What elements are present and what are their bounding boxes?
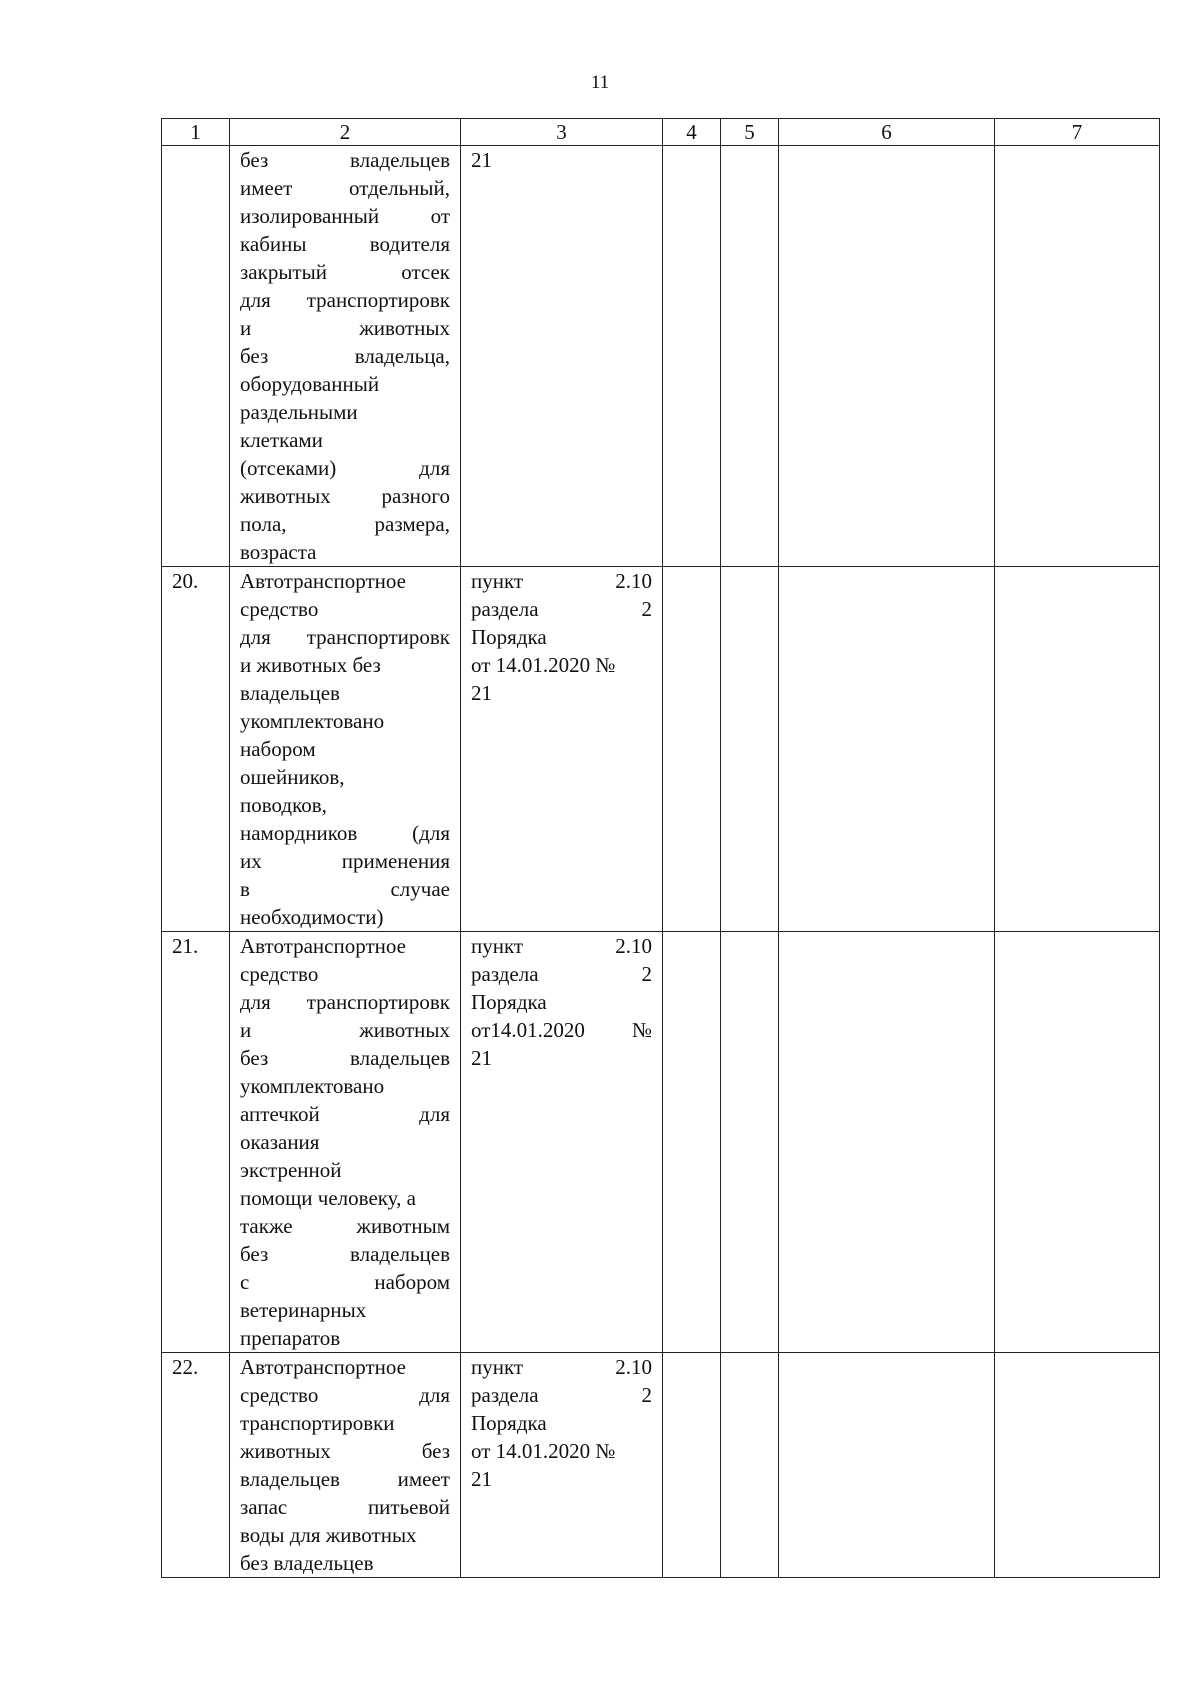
header-col-4: 4 [663, 119, 721, 146]
description-line: в случае [240, 877, 450, 901]
requirement-description-cell [230, 932, 461, 1353]
reference-line: Порядка [471, 990, 547, 1014]
empty-cell-col-7 [995, 1353, 1160, 1578]
reference-line: пункт 2.10 [471, 569, 652, 593]
reference-line: от 14.01.2020 № [471, 653, 616, 677]
reference-line: раздела 2 [471, 962, 652, 986]
reference-line: 21 [471, 148, 492, 172]
table-row [162, 1353, 1160, 1578]
page-number: 11 [590, 72, 610, 93]
description-line: укомплектовано [240, 709, 385, 733]
empty-cell-col-5 [721, 1353, 779, 1578]
checklist-table [161, 118, 1160, 1578]
empty-cell-col-4 [663, 1353, 721, 1578]
description-line: набором [240, 737, 316, 761]
description-line: раздельными [240, 400, 358, 424]
description-line: укомплектовано [240, 1074, 385, 1098]
description-line: без владельцев [240, 1046, 450, 1070]
description-line: без владельцев [240, 1242, 450, 1266]
empty-cell-col-6 [779, 932, 995, 1353]
header-col-3: 3 [461, 119, 663, 146]
header-col-1: 1 [162, 119, 230, 146]
empty-cell-col-7 [995, 146, 1160, 567]
description-line: для транспортировк [240, 990, 450, 1014]
empty-cell-col-4 [663, 932, 721, 1353]
description-line: средство [240, 597, 319, 621]
empty-cell-col-7 [995, 932, 1160, 1353]
header-col-2: 2 [230, 119, 461, 146]
legal-reference-cell [461, 146, 663, 567]
description-line: средство [240, 962, 319, 986]
legal-reference-cell [461, 567, 663, 932]
empty-cell-col-4 [663, 146, 721, 567]
description-line: их применения [240, 849, 450, 873]
empty-cell-col-6 [779, 1353, 995, 1578]
description-line: аптечкой для [240, 1102, 450, 1126]
description-line: оборудованный [240, 372, 380, 396]
reference-line: 21 [471, 681, 492, 705]
reference-line: Порядка [471, 625, 547, 649]
description-line: пола, размера, [240, 512, 450, 536]
table-row [162, 932, 1160, 1353]
description-line: и животных без [240, 653, 381, 677]
header-col-5: 5 [721, 119, 779, 146]
description-line: средство для [240, 1383, 450, 1407]
header-col-7: 7 [995, 119, 1160, 146]
reference-line: Порядка [471, 1411, 547, 1435]
row-number-cell [162, 146, 230, 567]
row-number-cell: 20. [162, 567, 230, 932]
description-line: помощи человеку, а [240, 1186, 416, 1210]
table-header-row [162, 119, 1160, 146]
empty-cell-col-6 [779, 567, 995, 932]
description-line: намордников (для [240, 821, 450, 845]
reference-line: 21 [471, 1467, 492, 1491]
reference-line: раздела 2 [471, 1383, 652, 1407]
description-line: ошейников, [240, 765, 345, 789]
reference-line: от14.01.2020 № [471, 1018, 652, 1042]
empty-cell-col-4 [663, 567, 721, 932]
empty-cell-col-5 [721, 146, 779, 567]
requirement-description-cell [230, 1353, 461, 1578]
table-row [162, 146, 1160, 567]
requirement-description-cell [230, 567, 461, 932]
empty-cell-col-5 [721, 932, 779, 1353]
description-line: также животным [240, 1214, 450, 1238]
description-line: владельцев имеет [240, 1467, 450, 1491]
description-line: (отсеками) для [240, 456, 450, 480]
empty-cell-col-7 [995, 567, 1160, 932]
description-line: необходимости) [240, 905, 384, 929]
description-line: и животных [240, 1018, 450, 1042]
description-line: для транспортировк [240, 288, 450, 312]
description-line: экстренной [240, 1158, 342, 1182]
table-row [162, 567, 1160, 932]
description-line: препаратов [240, 1326, 341, 1350]
description-line: без владельцев [240, 1551, 374, 1575]
legal-reference-cell [461, 1353, 663, 1578]
description-line: Автотранспортное [240, 569, 406, 593]
description-line: без владельца, [240, 344, 450, 368]
description-line: ветеринарных [240, 1298, 367, 1322]
reference-line: раздела 2 [471, 597, 652, 621]
description-line: клетками [240, 428, 323, 452]
description-line: Автотранспортное [240, 934, 406, 958]
description-line: без владельцев [240, 148, 450, 172]
reference-line: пункт 2.10 [471, 934, 652, 958]
reference-line: пункт 2.10 [471, 1355, 652, 1379]
reference-line: 21 [471, 1046, 492, 1070]
description-line: Автотранспортное [240, 1355, 406, 1379]
header-col-6: 6 [779, 119, 995, 146]
description-line: транспортировки [240, 1411, 395, 1435]
description-line: изолированный от [240, 204, 450, 228]
empty-cell-col-6 [779, 146, 995, 567]
description-line: имеет отдельный, [240, 176, 450, 200]
description-line: и животных [240, 316, 450, 340]
description-line: кабины водителя [240, 232, 450, 256]
description-line: закрытый отсек [240, 260, 450, 284]
legal-reference-cell [461, 932, 663, 1353]
requirement-description-cell [230, 146, 461, 567]
reference-line: от 14.01.2020 № [471, 1439, 616, 1463]
row-number-cell: 21. [162, 932, 230, 1353]
empty-cell-col-5 [721, 567, 779, 932]
description-line: запас питьевой [240, 1495, 450, 1519]
description-line: возраста [240, 540, 317, 564]
description-line: с набором [240, 1270, 450, 1294]
description-line: животных без [240, 1439, 450, 1463]
description-line: воды для животных [240, 1523, 417, 1547]
description-line: владельцев [240, 681, 340, 705]
description-line: для транспортировк [240, 625, 450, 649]
description-line: оказания [240, 1130, 320, 1154]
description-line: животных разного [240, 484, 450, 508]
row-number-cell: 22. [162, 1353, 230, 1578]
description-line: поводков, [240, 793, 327, 817]
